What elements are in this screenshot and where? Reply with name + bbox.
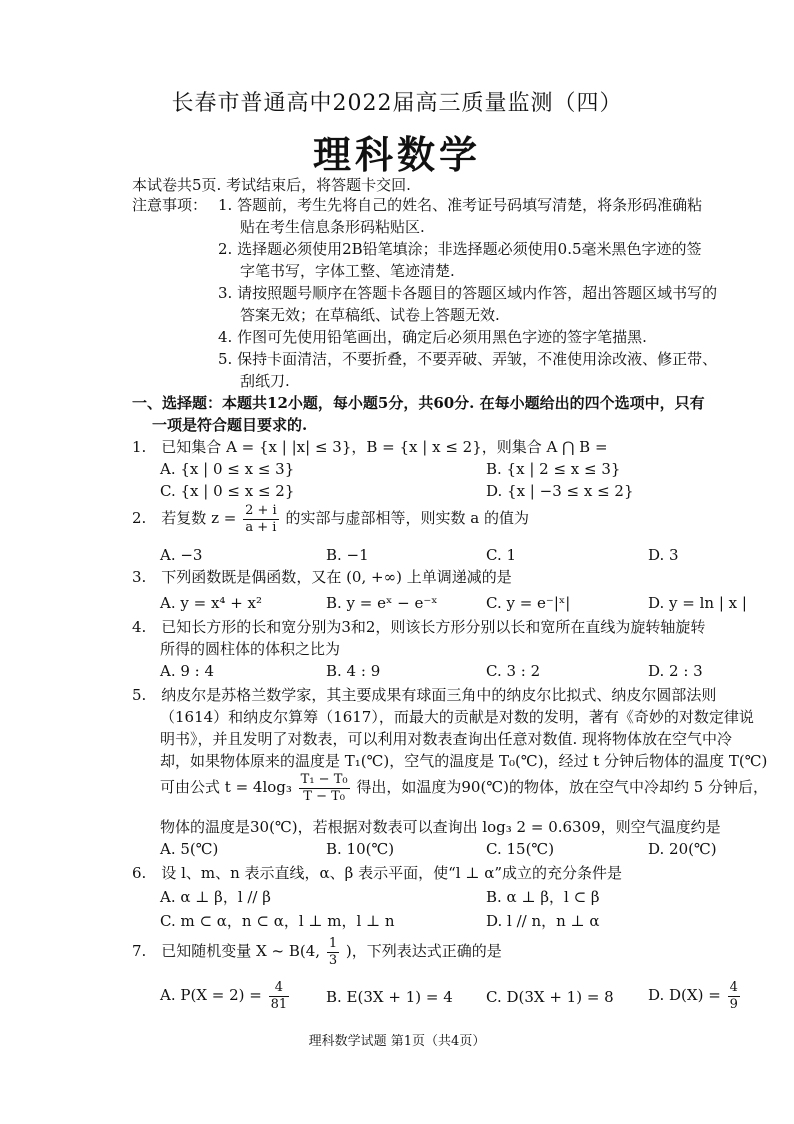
note-line: 3. 请按照题号顺序在答题卡各题目的答题区域内作答，超出答题区域书写的	[218, 284, 718, 302]
question-5-line: 明书》，并且发明了对数表，可以利用对数表查询出任意对数值. 现将物体放在空气中冷	[160, 730, 733, 748]
question-4-stem: 4. 已知长方形的长和宽分别为3和2，则该长方形分别以长和宽所在直线为旋转轴旋转	[132, 618, 706, 636]
note-line: 5. 保持卡面清洁，不要折叠，不要弄破、弄皱，不准使用涂改液、修正带、	[218, 350, 718, 368]
q7-option-d-den: 9	[729, 996, 738, 1012]
q7-option-d-pre: D. D(X) =	[648, 986, 721, 1005]
q6-option-a: A. α ⊥ β，l // β	[160, 888, 271, 906]
note-line: 2. 选择题必须使用2B铅笔填涂；非选择题必须使用0.5毫米黑色字迹的签	[218, 240, 702, 258]
q7-option-b: B. E(3X + 1) = 4	[326, 988, 453, 1006]
q6-option-d: D. l // n，n ⊥ α	[486, 912, 600, 930]
q7-option-a-num: 4	[269, 980, 290, 997]
note-line: 答案无效；在草稿纸、试卷上答题无效.	[240, 306, 500, 324]
q2-fraction	[243, 503, 279, 535]
q5-formula-post: 得出，如温度为90(℃)的物体，放在空气中冷却约 5 分钟后，	[356, 778, 769, 797]
q3-option-d: D. y = ln | x |	[648, 594, 747, 612]
question-4-stem-cont: 所得的圆柱体的体积之比为	[160, 640, 341, 658]
question-1-stem: 1. 已知集合 A = {x | |x| ≤ 3}，B = {x | x ≤ 2}，则集合 A ⋂ B =	[132, 438, 608, 456]
note-line: 字笔书写，字体工整、笔迹清楚.	[240, 262, 455, 280]
question-6-stem: 6. 设 l、m、n 表示直线，α、β 表示平面，使“l ⊥ α”成立的充分条件是	[132, 864, 623, 882]
q5-option-a: A. 5(℃)	[160, 840, 219, 858]
q4-option-b: B. 4 : 9	[326, 662, 381, 680]
q2-option-d: D. 3	[648, 546, 679, 564]
question-3-stem: 3. 下列函数既是偶函数，又在 (0, +∞) 上单调递减的是	[132, 568, 512, 586]
q7-fraction	[327, 936, 339, 968]
q7-fraction-num: 1	[328, 936, 338, 951]
note-line: 4. 作图可先使用铅笔画出，确定后必须用黑色字迹的签字笔描黑.	[218, 328, 647, 346]
q7-option-d-fraction	[728, 980, 740, 1012]
question-5-line: 物体的温度是30(℃)，若根据对数表可以查询出 log₃ 2 = 0.6309，则空气温度约是	[160, 818, 721, 836]
question-5-line: 却，如果物体原来的温度是 T₁(℃)，空气的温度是 T₀(℃)，经过 t 分钟后物体的温度 T(℃)	[160, 752, 768, 770]
section-heading: 一、选择题：本题共12小题，每小题5分，共60分. 在每小题给出的四个选项中，只有	[132, 394, 705, 412]
exam-title: 长春市普通高中2022届高三质量监测（四）	[171, 91, 623, 116]
question-5-line: 5. 纳皮尔是苏格兰数学家，其主要成果有球面三角中的纳皮尔比拟式、纳皮尔圆部法则	[132, 686, 717, 704]
page-footer: 理科数学试题 第1页（共4页）	[308, 1034, 486, 1049]
q5-fraction-num: T₁ − T₀	[300, 772, 348, 787]
q1-option-d: D. {x | −3 ≤ x ≤ 2}	[486, 482, 634, 500]
q5-option-d: D. 20(℃)	[648, 840, 717, 858]
subject-title: 理科数学	[312, 132, 481, 177]
note-line: 刮纸刀.	[240, 372, 290, 390]
q7-stem-pre: 7. 已知随机变量 X ~ B(4,	[132, 942, 321, 961]
q7-option-a-den: 81	[270, 996, 288, 1012]
q2-stem-pre: 2. 若复数 z =	[132, 509, 237, 528]
q7-option-a-fraction	[269, 980, 290, 1012]
q2-fraction-den: a + i	[245, 519, 277, 535]
question-5-line: （1614）和纳皮尔算筹（1617），而最大的贡献是对数的发明，著有《奇妙的对数定律说	[160, 708, 754, 726]
q3-option-b: B. y = eˣ − e⁻ˣ	[326, 594, 438, 612]
notes-label: 注意事项：	[132, 196, 208, 214]
q1-option-c: C. {x | 0 ≤ x ≤ 2}	[160, 482, 295, 500]
q2-option-c: C. 1	[486, 546, 517, 564]
q7-fraction-den: 3	[328, 952, 338, 968]
q7-stem-post: )，下列表达式正确的是	[345, 942, 502, 961]
note-line: 贴在考生信息条形码粘贴区.	[240, 218, 425, 236]
q2-stem-post: 的实部与虚部相等，则实数 a 的值为	[285, 509, 529, 528]
q2-option-b: B. −1	[326, 546, 369, 564]
q5-formula-pre: 可由公式 t = 4log₃	[160, 778, 292, 797]
q4-option-c: C. 3 : 2	[486, 662, 541, 680]
q7-option-c: C. D(3X + 1) = 8	[486, 988, 614, 1006]
q6-option-c: C. m ⊂ α，n ⊂ α，l ⊥ m，l ⊥ n	[160, 912, 395, 930]
q7-option-a-pre: A. P(X = 2) =	[160, 986, 262, 1005]
q6-option-b: B. α ⊥ β，l ⊂ β	[486, 888, 600, 906]
q3-option-c: C. y = e⁻|ˣ|	[486, 594, 571, 612]
q4-option-d: D. 2 : 3	[648, 662, 703, 680]
q5-fraction	[299, 772, 350, 804]
q7-option-a	[160, 980, 291, 1012]
q7-option-d-num: 4	[729, 980, 738, 995]
q5-option-c: C. 15(℃)	[486, 840, 555, 858]
q5-option-b: B. 10(℃)	[326, 840, 395, 858]
question-7-stem	[132, 936, 502, 968]
q7-option-d	[648, 980, 742, 1012]
q5-fraction-den: T − T₀	[303, 788, 345, 804]
section-heading-cont: 一项是符合题目要求的.	[152, 416, 308, 434]
q4-option-a: A. 9 : 4	[160, 662, 215, 680]
q3-option-a: A. y = x⁴ + x²	[160, 594, 262, 612]
intro-line: 本试卷共5页. 考试结束后，将答题卡交回.	[132, 176, 411, 194]
note-line: 1. 答题前，考生先将自己的姓名、准考证号码填写清楚，将条形码准确粘	[218, 196, 703, 214]
q1-option-a: A. {x | 0 ≤ x ≤ 3}	[160, 460, 295, 478]
q2-option-a: A. −3	[160, 546, 203, 564]
question-2-stem	[132, 503, 529, 535]
q2-fraction-num: 2 + i	[245, 503, 277, 518]
question-5-formula-line	[160, 772, 768, 804]
q1-option-b: B. {x | 2 ≤ x ≤ 3}	[486, 460, 621, 478]
